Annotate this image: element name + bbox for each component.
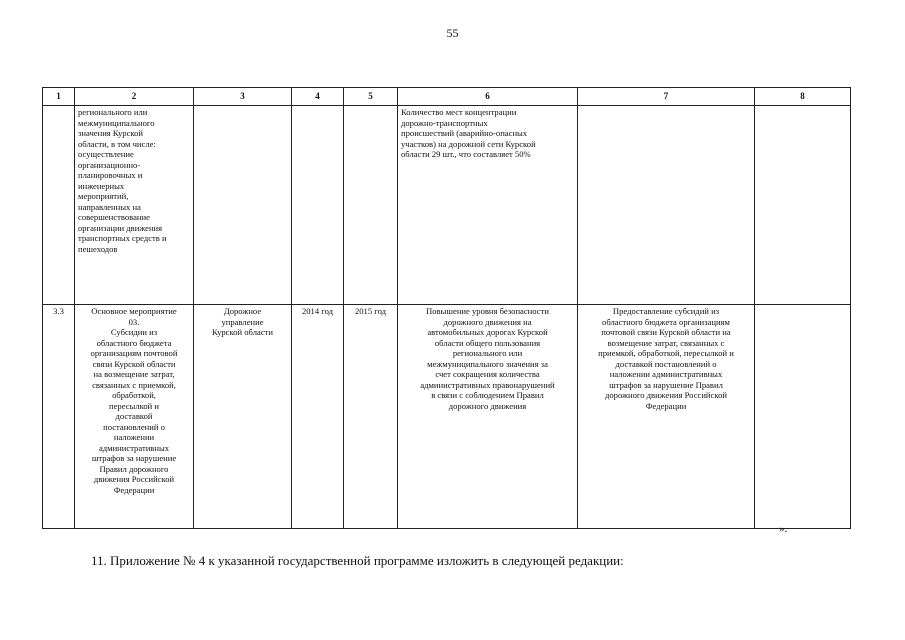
event-name-cell: Основное мероприятие 03. Субсидии из областного бюджета организациям почтовой связи Курской области на возмещение затрат, связанных с приемкой, обработкой, пересылкой и доставкой постановлений о наложении административных штрафов за нарушение Правил дорожного движения Российской Федерации [75,305,194,529]
column-header-8: 8 [755,88,851,106]
end-year-cell [344,106,398,305]
table-row [43,305,851,529]
executor-cell: Дорожное управление Курской области [194,305,292,529]
row-number-cell [43,106,75,305]
start-year-cell: 2014 год [292,305,344,529]
end-year-cell: 2015 год [344,305,398,529]
table-header-row [43,88,851,106]
column-header-6: 6 [398,88,578,106]
row-number-cell: 3.3 [43,305,75,529]
indicator-link-cell [755,305,851,529]
event-name-cell: регионального или межмуниципального значения Курской области, в том числе: осуществление организационно- планировочных и инженерных мероприятий, направленных на совершенствование организации движения транспортных средств и пешеходов [75,106,194,305]
amendment-paragraph: 11. Приложение № 4 к указанной государственной программе изложить в следующей редакции: [91,553,624,568]
expected-result-cell: Количество мест концентрации дорожно-транспортных происшествий (аварийно-опасных участков) на дорожной сети Курской области 29 шт., что составляет 50% [398,106,578,305]
column-header-1: 1 [43,88,75,106]
main-directions-cell: Предоставление субсидий из областного бюджета организациям почтовой связи Курской области на возмещение затрат, связанных с приемкой, обработкой, пересылкой и доставкой постановлений о наложении административных штрафов за нарушение Правил дорожного движения Российской Федерации [578,305,755,529]
table-row [43,106,851,305]
column-header-3: 3 [194,88,292,106]
indicator-link-cell [755,106,851,305]
column-header-2: 2 [75,88,194,106]
column-header-4: 4 [292,88,344,106]
column-header-5: 5 [344,88,398,106]
expected-result-cell: Повышение уровня безопасности дорожного движения на автомобильных дорогах Курской области общего пользования регионального или межмуниципального значения за счет сокращения количества административных правонарушений в связи с соблюдением Правил дорожного движения [398,305,578,529]
column-header-7: 7 [578,88,755,106]
executor-cell [194,106,292,305]
start-year-cell [292,106,344,305]
page-number: 55 [446,26,459,40]
program-table [42,87,851,529]
main-directions-cell [578,106,755,305]
closing-quote-mark: ». [779,523,788,535]
